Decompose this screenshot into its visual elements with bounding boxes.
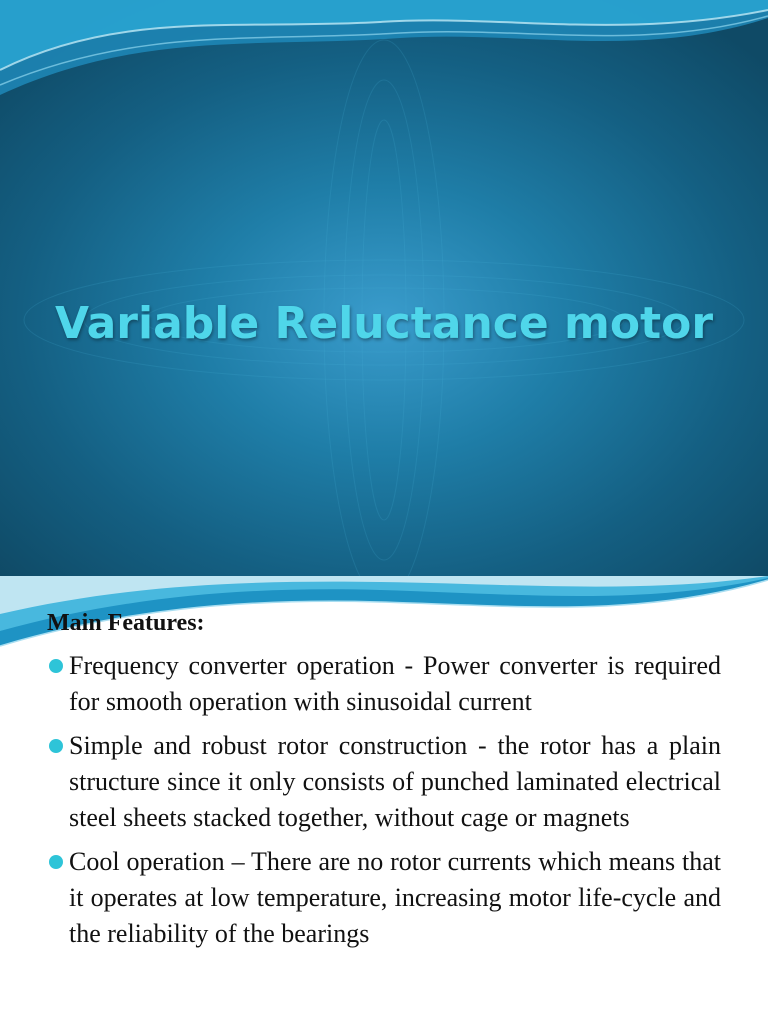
top-wave-decoration (0, 0, 768, 120)
list-item (47, 844, 721, 952)
bullet-text: Cool operation – There are no rotor currents which means that it operates at low temperature, increasing motor life-cycle and the reliability of the bearings (69, 847, 721, 948)
list-item (47, 728, 721, 836)
bullet-icon (49, 855, 63, 869)
section-heading: Main Features: (47, 610, 205, 636)
list-item (47, 648, 721, 720)
bullet-icon (49, 739, 63, 753)
bullet-icon (49, 659, 63, 673)
feature-list (47, 648, 721, 960)
features-slide (0, 576, 768, 1024)
bullet-text: Simple and robust rotor construction - the rotor has a plain structure since it only consists of punched laminated electrical steel sheets stacked together, without cage or magnets (69, 731, 721, 832)
slide-title: Variable Reluctance motor (54, 298, 714, 349)
bullet-text: Frequency converter operation - Power converter is required for smooth operation with sinusoidal current (69, 651, 721, 716)
